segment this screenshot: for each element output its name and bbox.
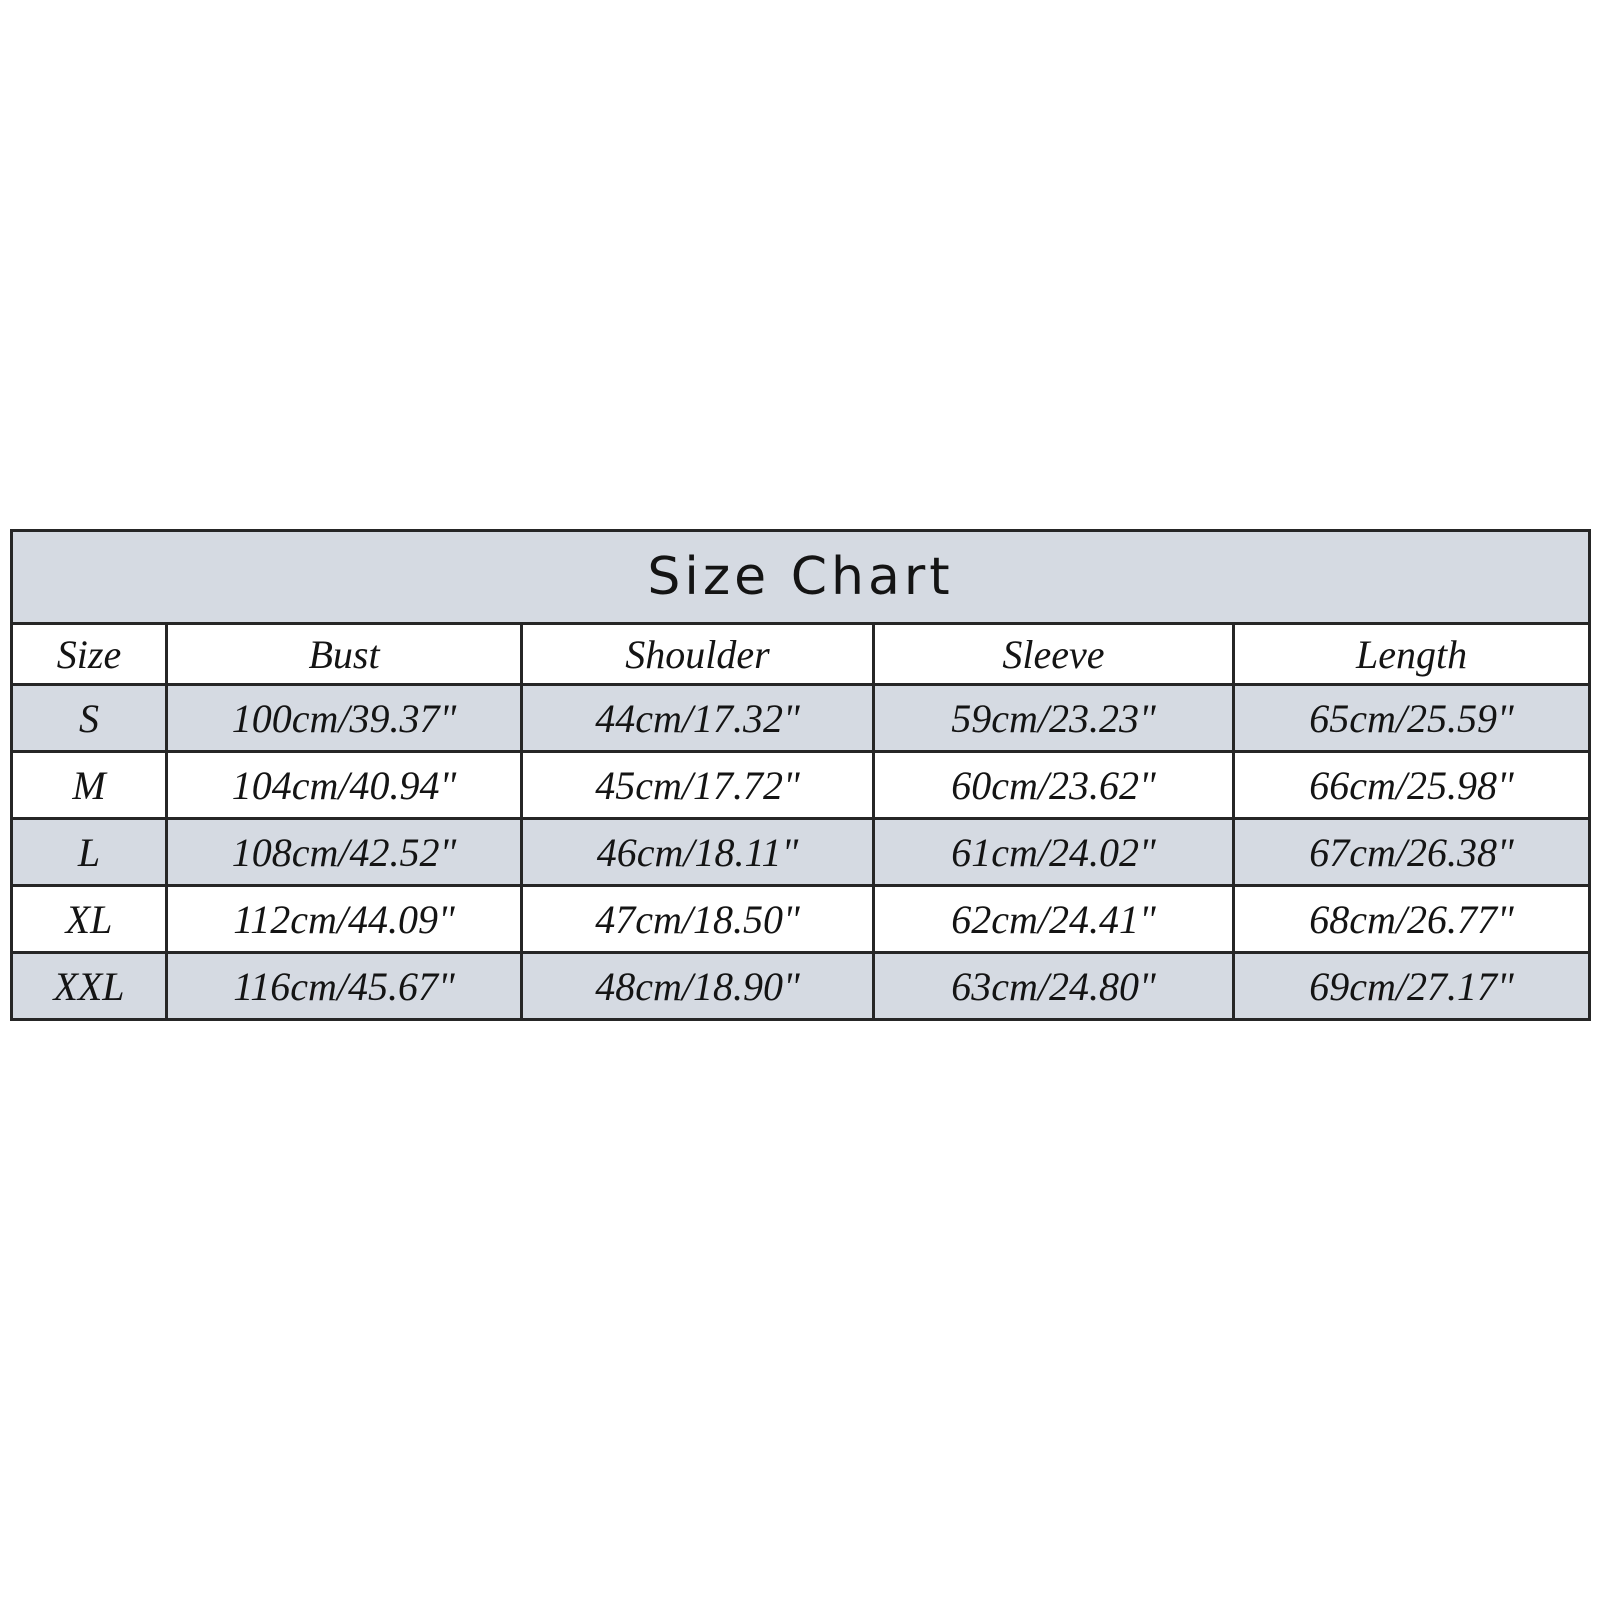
column-header-bust: Bust bbox=[167, 624, 522, 685]
cell-shoulder: 48cm/18.90" bbox=[522, 953, 874, 1020]
cell-shoulder: 44cm/17.32" bbox=[522, 685, 874, 752]
cell-length: 68cm/26.77" bbox=[1234, 886, 1590, 953]
cell-bust: 112cm/44.09" bbox=[167, 886, 522, 953]
size-chart-title: Size Chart bbox=[647, 547, 954, 607]
cell-size: XL bbox=[12, 886, 167, 953]
cell-size: M bbox=[12, 752, 167, 819]
cell-length: 67cm/26.38" bbox=[1234, 819, 1590, 886]
cell-sleeve: 61cm/24.02" bbox=[874, 819, 1234, 886]
cell-bust: 100cm/39.37" bbox=[167, 685, 522, 752]
table-row-s bbox=[12, 685, 1590, 752]
cell-size: L bbox=[12, 819, 167, 886]
cell-bust: 104cm/40.94" bbox=[167, 752, 522, 819]
column-header-sleeve: Sleeve bbox=[874, 624, 1234, 685]
title-row bbox=[12, 531, 1590, 624]
column-header-length: Length bbox=[1234, 624, 1590, 685]
table-row-xxl bbox=[12, 953, 1590, 1020]
size-chart-table bbox=[10, 529, 1591, 1021]
cell-size: S bbox=[12, 685, 167, 752]
cell-length: 69cm/27.17" bbox=[1234, 953, 1590, 1020]
header-row bbox=[12, 624, 1590, 685]
cell-sleeve: 60cm/23.62" bbox=[874, 752, 1234, 819]
cell-size: XXL bbox=[12, 953, 167, 1020]
cell-shoulder: 46cm/18.11" bbox=[522, 819, 874, 886]
cell-sleeve: 59cm/23.23" bbox=[874, 685, 1234, 752]
column-header-shoulder: Shoulder bbox=[522, 624, 874, 685]
cell-length: 65cm/25.59" bbox=[1234, 685, 1590, 752]
cell-shoulder: 45cm/17.72" bbox=[522, 752, 874, 819]
cell-shoulder: 47cm/18.50" bbox=[522, 886, 874, 953]
column-header-size: Size bbox=[12, 624, 167, 685]
cell-sleeve: 63cm/24.80" bbox=[874, 953, 1234, 1020]
title-cell bbox=[12, 531, 1590, 624]
table-row-l bbox=[12, 819, 1590, 886]
cell-length: 66cm/25.98" bbox=[1234, 752, 1590, 819]
cell-bust: 108cm/42.52" bbox=[167, 819, 522, 886]
cell-sleeve: 62cm/24.41" bbox=[874, 886, 1234, 953]
cell-bust: 116cm/45.67" bbox=[167, 953, 522, 1020]
table-row-m bbox=[12, 752, 1590, 819]
table-row-xl bbox=[12, 886, 1590, 953]
